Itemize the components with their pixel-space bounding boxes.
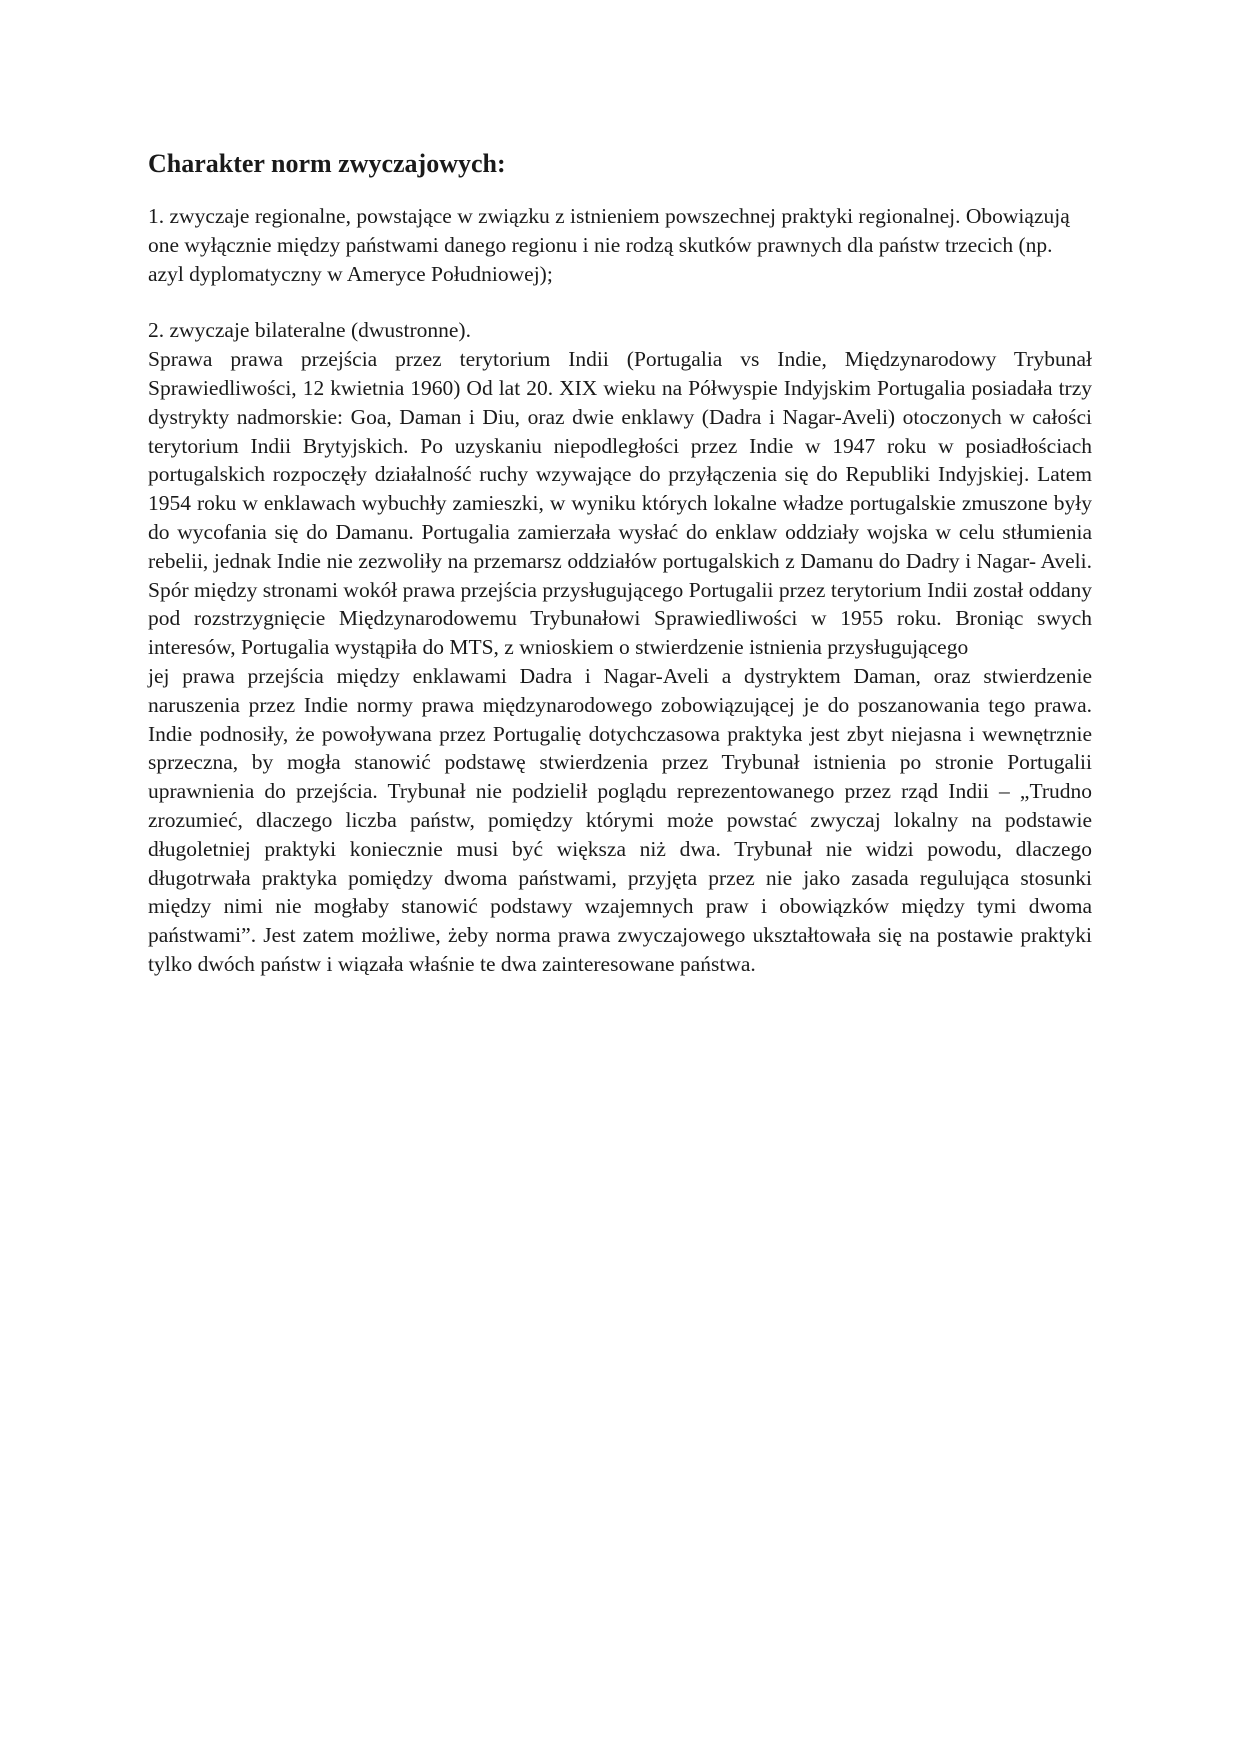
paragraph-regional-customs: 1. zwyczaje regionalne, powstające w związku z istnieniem powszechnej praktyki regionalnej. Obowiązują one wyłącznie między państwami danego regionu i nie rodzą skutków prawnych dla państw trzecich (np. azyl dyplomatyczny w Ameryce Południowej); xyxy=(148,204,1070,286)
paragraph-case-ruling: jej prawa przejścia między enklawami Dadra i Nagar-Aveli a dystryktem Daman, oraz stwierdzenie naruszenia przez Indie normy prawa międzynarodowego zobowiązującej je do poszanowania tego prawa. Indie podnosiły, że powoływana przez Portugalię dotychczasowa praktyka jest zbyt niejasna i wewnętrznie sprzeczna, by mogła stanowić podstawę stwierdzenia przez Trybunał istnienia po stronie Portugalii uprawnienia do przejścia. Trybunał nie podzielił poglądu reprezentowanego przez rząd Indii – „Trudno zrozumieć, dlaczego liczba państw, pomiędzy którymi może powstać zwyczaj lokalny na podstawie długoletniej praktyki koniecznie musi być większa niż dwa. Trybunał nie widzi powodu, dlaczego długotrwała praktyka pomiędzy dwoma państwami, przyjęta przez nie jako zasada regulująca stosunki między nimi nie mogłaby stanowić podstawy wzajemnych praw i obowiązków między tymi dwoma państwami”. Jest zatem możliwe, żeby norma prawa zwyczajowego ukształtowała się na postawie praktyki tylko dwóch państw i wiązała właśnie te dwa zainteresowane państwa. xyxy=(148,663,1092,976)
paragraph-gap xyxy=(148,288,1092,316)
paragraph-case-background: Sprawa prawa przejścia przez terytorium Indii (Portugalia vs Indie, Międzynarodowy Trybunał Sprawiedliwości, 12 kwietnia 1960) Od lat 20. XIX wieku na Półwyspie Indyjskim Portugalia posiadała trzy dystrykty nadmorskie: Goa, Daman i Diu, oraz dwie enklawy (Dadra i Nagar-Aveli) otoczonych w całości terytorium Indii Brytyjskich. Po uzyskaniu niepodległości przez Indie w 1947 roku w posiadłościach portugalskich rozpoczęły działalność ruchy wzywające do przyłączenia się do Republiki Indyjskiej. Latem 1954 roku w enklawach wybuchły zamieszki, w wyniku których lokalne władze portugalskie zmuszone były do wycofania się do Damanu. Portugalia zamierzała wysłać do enklaw oddziały wojska w celu stłumienia rebelii, jednak Indie nie zezwoliły na przemarsz oddziałów portugalskich z Damanu do Dadry i Nagar- Aveli. Spór między stronami wokół prawa przejścia przysługującego Portugalii przez terytorium Indii został oddany pod rozstrzygnięcie Międzynarodowemu Trybunałowi Sprawiedliwości w 1955 roku. Broniąc swych interesów, Portugalia wystąpiła do MTS, z wnioskiem o stwierdzenie istnienia przysługującego xyxy=(148,347,1092,660)
document-page xyxy=(148,148,1092,979)
document-heading: Charakter norm zwyczajowych: xyxy=(148,149,506,178)
paragraph-bilateral-customs: 2. zwyczaje bilateralne (dwustronne). xyxy=(148,318,471,343)
